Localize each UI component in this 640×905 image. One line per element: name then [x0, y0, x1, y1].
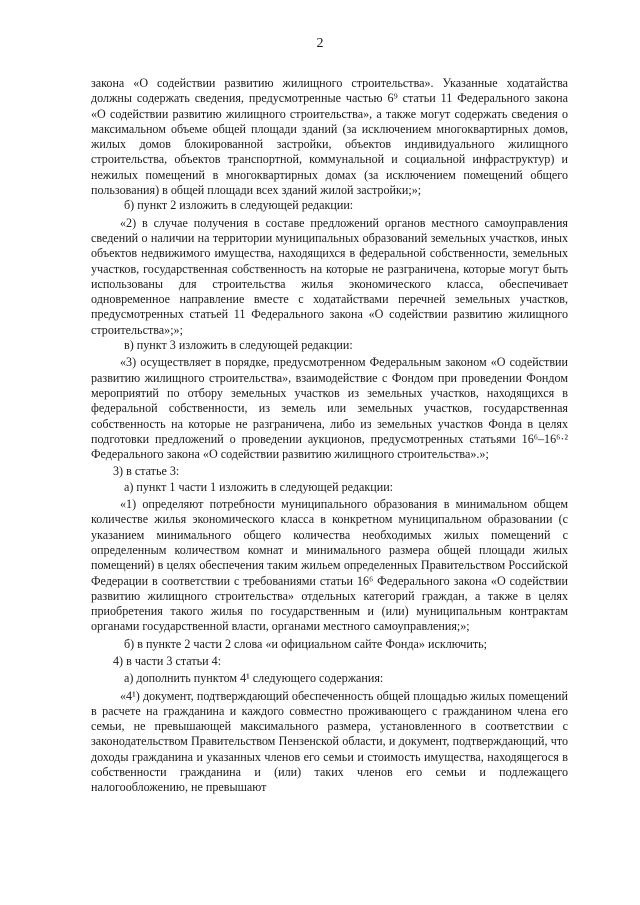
- paragraph: а) дополнить пунктом 4¹ следующего содержания:: [124, 671, 384, 686]
- paragraph: «1) определяют потребности муниципального образования в минимальном общем количестве жилья экономического класса в конкретном муниципальном образовании (с указанием минимального общего количества необходимых жилых помещений с определенным количеством комнат и минимального размера общей площади жилых помещений) в целях обеспечения таким жильем определенных Правительством Российской Федерации в соответствии с требованиями статьи 16⁶ Федерального закона «О содействии развитию жилищного строительства» отдельных категорий граждан, а также в целях приобретения такого жилья по государственным и (или) муниципальным контрактам органами государственной власти, органами местного самоуправления;»;: [91, 497, 568, 634]
- paragraph: б) в пункте 2 части 2 слова «и официальном сайте Фонда» исключить;: [124, 636, 488, 651]
- paragraph: 3) в статье 3:: [113, 464, 180, 479]
- paragraph: закона «О содействии развитию жилищного строительства». Указанные ходатайства должны содержать сведения, предусмотренные частью 6⁹ статьи 11 Федерального закона «О содействии развитию жилищного строительства», а также могут содержать сведения о максимальном объеме общей площади зданий (за исключением многоквартирных домов, жилых домов блокированной застройки, объектов индивидуального жилищного строительства, объектов транспортной, коммунальной и социальной инфраструктур) и нежилых помещений в многоквартирных домах (за исключением помещений общего пользования) в общей площади всех зданий жилой застройки;»;: [91, 76, 568, 198]
- page-number: 2: [316, 36, 324, 51]
- paragraph: а) пункт 1 части 1 изложить в следующей редакции:: [124, 479, 394, 494]
- paragraph: «2) в случае получения в составе предложений органов местного самоуправления сведений о наличии на территории муниципальных образований земельных участков, иных объектов недвижимого имущества, находящихся в федеральной собственности, земельных участков, государственная собственность на которые не разграничена, которые могут быть использованы для строительства жилья экономического класса, обеспечивает одновременное направление вместе с ходатайствами перечней земельных участков, предусмотренных статьей 11 Федерального закона «О содействии развитию жилищного строительства»;»;: [91, 215, 568, 337]
- paragraph: б) пункт 2 изложить в следующей редакции:: [124, 198, 354, 213]
- paragraph: «3) осуществляет в порядке, предусмотренном Федеральным законом «О содействии развитию жилищного строительства», взаимодействие с Фондом при проведении Фондом мероприятий по отбору земельных участков из земельных участков, находящихся в федеральной собственности, из земель или земельных участков, государственная собственность на которые не разграничена, либо из земельных участков Фонда в целях подготовки предложений о проведении аукционов, предусмотренных статьями 16⁶–16⁶·² Федерального закона «О содействии развитию жилищного строительства».»;: [91, 355, 568, 462]
- paragraph: в) пункт 3 изложить в следующей редакции:: [124, 338, 353, 353]
- paragraph: «4¹) документ, подтверждающий обеспеченность общей площадью жилых помещений в расчете на гражданина и каждого совместно проживающего с гражданином члена его семьи, не превышающей максимального размера, установленного в соответствии с законодательством Правительством Пензенской области, и документ, подтверждающий, что доходы гражданина и указанных членов его семьи и стоимость имущества, находящегося в собственности гражданина и (или) таких членов его семьи и подлежащего налогообложению, не превышают: [91, 688, 568, 795]
- paragraph: 4) в части 3 статьи 4:: [113, 653, 222, 668]
- document-body: [91, 76, 568, 796]
